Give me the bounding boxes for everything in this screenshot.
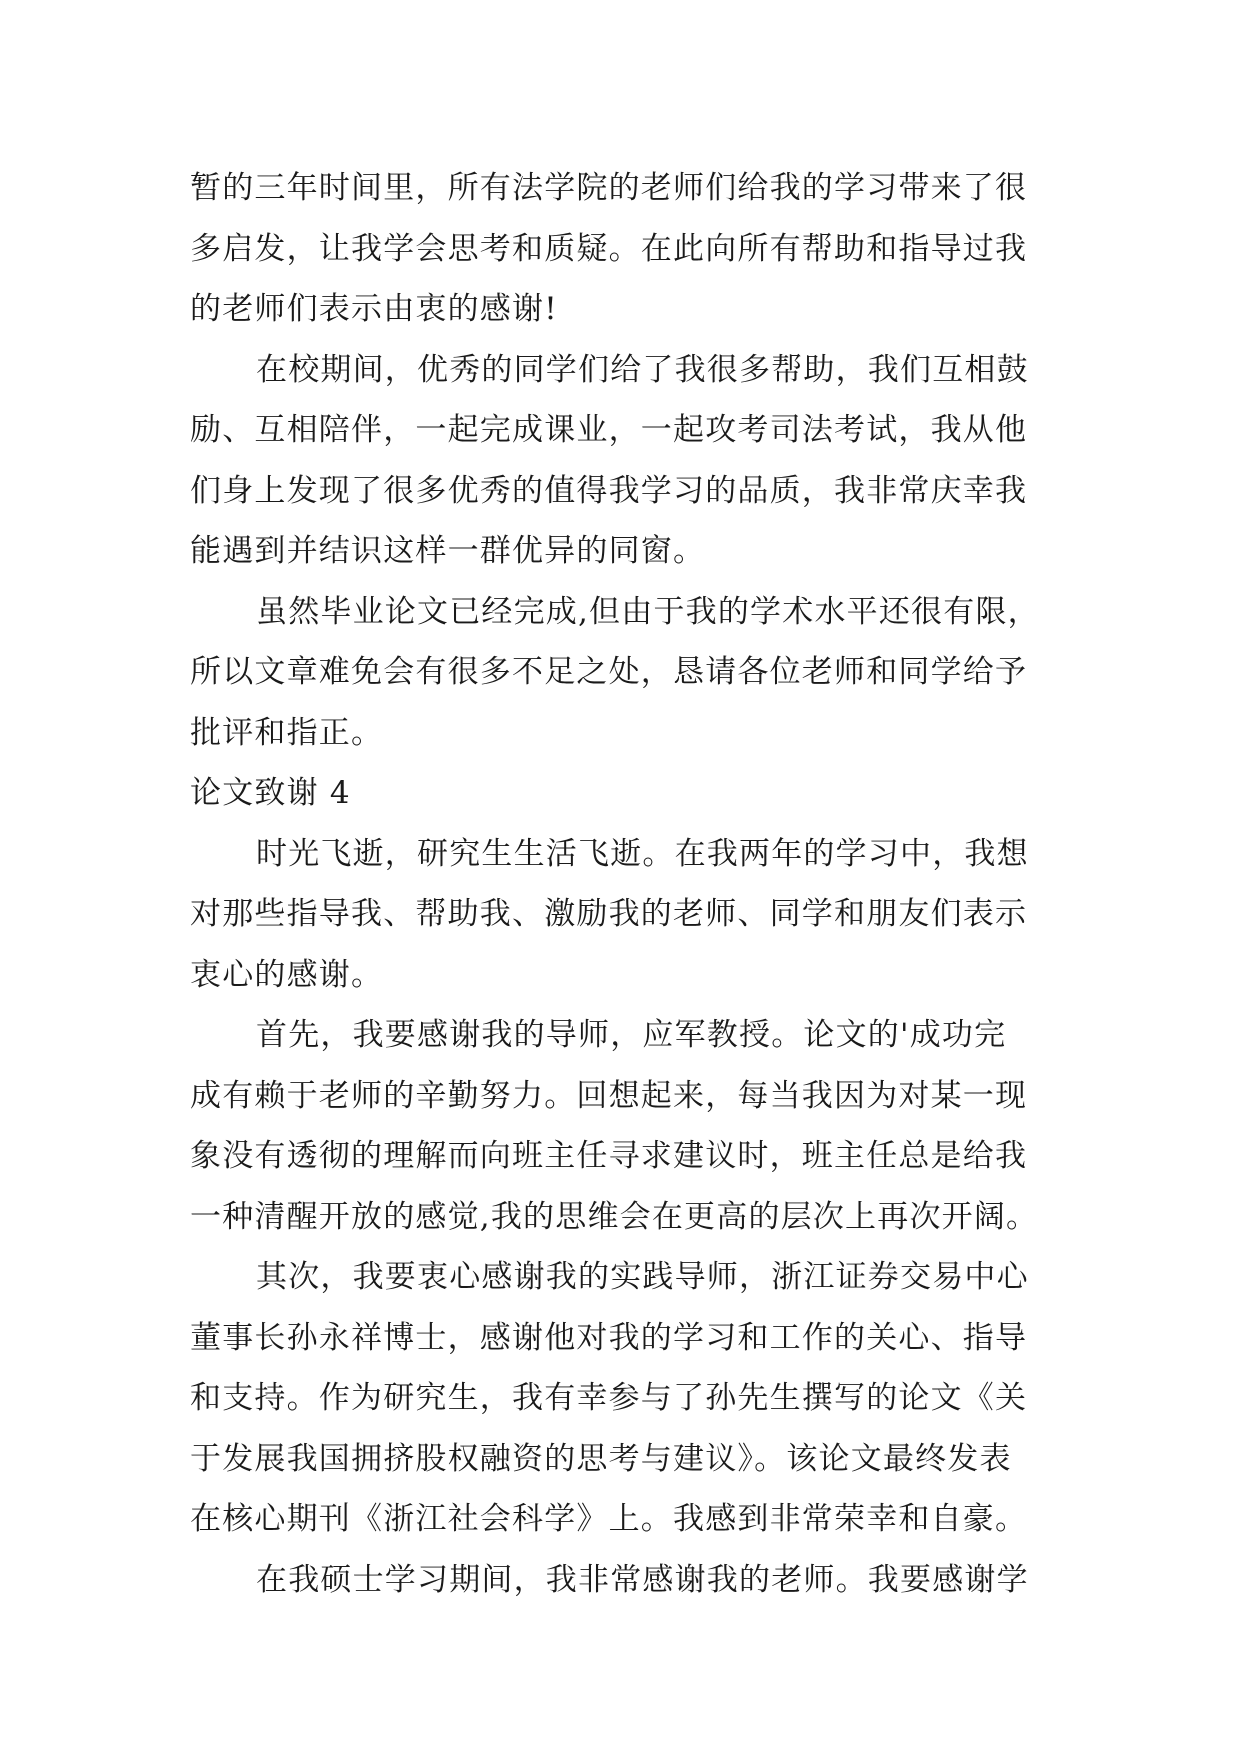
text-line: 于发展我国拥挤股权融资的思考与建议》。该论文最终发表 — [190, 1440, 1012, 1477]
text-line: 成有赖于老师的辛勤努力。回想起来，每当我因为对某一现 — [190, 1077, 1028, 1114]
text-line: 能遇到并结识这样一群优异的同窗。 — [190, 533, 706, 569]
text-line: 所以文章难免会有很多不足之处，恳请各位老师和同学给予 — [190, 654, 1028, 690]
text-line: 在核心期刊《浙江社会科学》上。我感到非常荣幸和自豪。 — [190, 1501, 1028, 1537]
text-line: 暂的三年时间里，所有法学院的老师们给我的学习带来了很 — [190, 170, 1028, 206]
text-line: 批评和指正。 — [190, 714, 384, 751]
text-line: 其次，我要衷心感谢我的实践导师，浙江证券交易中心 — [256, 1259, 1029, 1295]
text-line: 的老师们表示由衷的感谢! — [190, 291, 558, 327]
section-heading: 论文致谢 4 — [190, 775, 351, 811]
text-line: 一种清醒开放的感觉,我的思维会在更高的层次上再次开阔。 — [190, 1198, 1039, 1235]
text-line: 首先，我要感谢我的导师，应军教授。论文的'成功完 — [256, 1017, 1007, 1053]
document-body — [190, 158, 1070, 1610]
text-line: 对那些指导我、帮助我、激励我的老师、同学和朋友们表示 — [190, 896, 1028, 932]
text-line: 董事长孙永祥博士，感谢他对我的学习和工作的关心、指导 — [190, 1319, 1028, 1356]
text-line: 虽然毕业论文已经完成,但由于我的学术水平还很有限， — [256, 593, 1040, 630]
text-line: 多启发，让我学会思考和质疑。在此向所有帮助和指导过我 — [190, 230, 1028, 267]
text-line: 时光飞逝，研究生生活飞逝。在我两年的学习中，我想 — [256, 835, 1029, 872]
text-line: 在校期间，优秀的同学们给了我很多帮助，我们互相鼓 — [256, 351, 1029, 388]
text-line: 象没有透彻的理解而向班主任寻求建议时，班主任总是给我 — [190, 1138, 1028, 1174]
text-line: 衷心的感谢。 — [190, 956, 384, 993]
text-line: 和支持。作为研究生，我有幸参与了孙先生撰写的论文《关 — [190, 1380, 1028, 1416]
text-line: 们身上发现了很多优秀的值得我学习的品质，我非常庆幸我 — [190, 472, 1028, 509]
text-line: 励、互相陪伴，一起完成课业，一起攻考司法考试，我从他 — [190, 412, 1028, 448]
text-line: 在我硕士学习期间，我非常感谢我的老师。我要感谢学 — [256, 1561, 1029, 1598]
